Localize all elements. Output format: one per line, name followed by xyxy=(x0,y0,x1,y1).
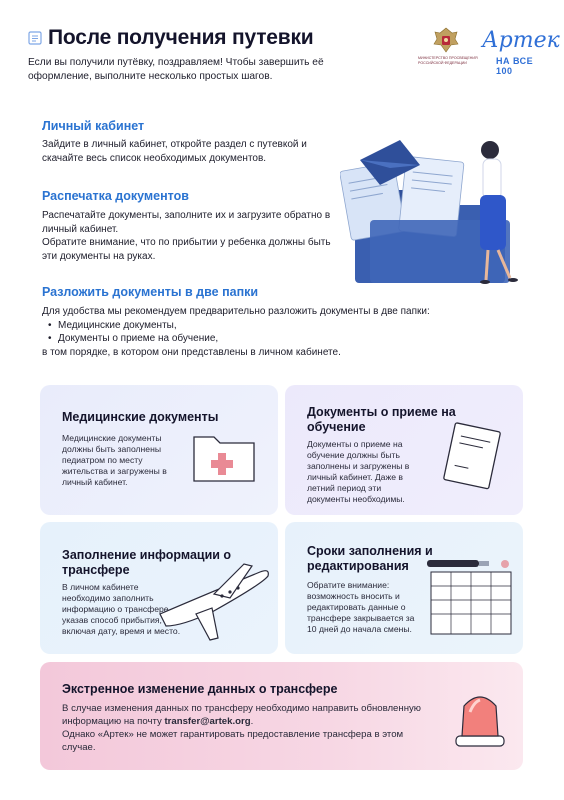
section-heading-cabinet: Личный кабинет xyxy=(42,119,145,133)
folder-medical-icon xyxy=(190,427,260,485)
list-item: • Документы о приеме на обучение, xyxy=(42,332,512,346)
section-heading-folders: Разложить документы в две папки xyxy=(42,285,259,299)
card-text: Медицинские документы должны быть заполнены педиатром по месту жительства и загружены в личный кабинет. xyxy=(62,433,167,487)
section-text-folders xyxy=(42,305,512,359)
section-text-print-1: Распечатайте документы, заполните их и загрузите обратно в личный кабинет. xyxy=(42,210,331,235)
artek-logo: Артек xyxy=(482,28,560,53)
emergency-text-2: Однако «Артек» не может гарантировать предоставление трансфера в этом случае. xyxy=(62,729,404,753)
ministry-emblem-icon xyxy=(432,26,460,54)
intro-text: Если вы получили путёвку, поздравляем! Чтобы завершить её оформление, выполните несколько простых шагов. xyxy=(28,57,324,82)
airplane-icon xyxy=(152,556,276,642)
document-icon xyxy=(437,419,509,493)
card-text xyxy=(62,702,432,754)
folder-list xyxy=(42,319,512,346)
card-text: В личном кабинете необходимо заполнить информацию о трансфере, указав способ прибытия, включая дату, время и место. xyxy=(62,582,181,636)
calendar-pen-icon xyxy=(425,556,517,642)
card-deadlines xyxy=(285,522,523,654)
ministry-text: МИНИСТЕРСТВО ПРОСВЕЩЕНИЯ РОССИЙСКОЙ ФЕДЕРАЦИИ xyxy=(418,56,478,65)
card-text: Обратите внимание: возможность вносить и редактировать данные о трансфере закрывается за 10 дней до начала смены. xyxy=(307,580,415,634)
card-text: Документы о приеме на обучение должны быть заполнены и загружены в личный кабинет. Даже в летний период эти документы необходимы. xyxy=(307,439,410,504)
section-text-print xyxy=(42,209,342,263)
section-text-folders-2: в том порядке, в котором они представлены в личном кабинете. xyxy=(42,346,341,358)
page-title: После получения путевки xyxy=(48,26,314,49)
document-list-icon xyxy=(28,31,42,45)
alarm-light-icon xyxy=(448,682,512,752)
card-title: Документы о приеме на обучение xyxy=(307,405,456,434)
section-text-folders-1: Для удобства мы рекомендуем предварительно разложить документы в две папки: xyxy=(42,306,430,317)
card-education xyxy=(285,385,523,515)
card-title: Сроки заполнения и редактирования xyxy=(307,544,433,573)
emergency-text-before: В случае изменения данных по трансферу необходимо направить обновленную информацию на почту xyxy=(62,703,421,727)
emergency-text-after: . xyxy=(250,716,254,727)
section-text-print-2: Обратите внимание, что по прибытии у ребенка должны быть эти документы на руках. xyxy=(42,237,331,262)
card-title: Медицинские документы xyxy=(62,410,219,424)
card-medical xyxy=(40,385,278,515)
section-heading-print: Распечатка документов xyxy=(42,189,189,203)
documents-illustration xyxy=(340,120,545,295)
list-item: • Медицинские документы, xyxy=(42,319,512,333)
logos xyxy=(418,26,560,76)
email-link[interactable]: transfer@artek.org xyxy=(164,716,251,727)
card-emergency xyxy=(40,662,523,770)
card-transfer-info xyxy=(40,522,278,654)
card-title: Заполнение информации о трансфере xyxy=(62,548,232,577)
card-title: Экстренное изменение данных о трансфере xyxy=(62,682,338,696)
artek-slogan: НА ВСЕ 100 xyxy=(496,56,534,76)
section-text-cabinet: Зайдите в личный кабинет, откройте раздел с путевкой и скачайте весь список необходимых документов. xyxy=(42,139,307,164)
